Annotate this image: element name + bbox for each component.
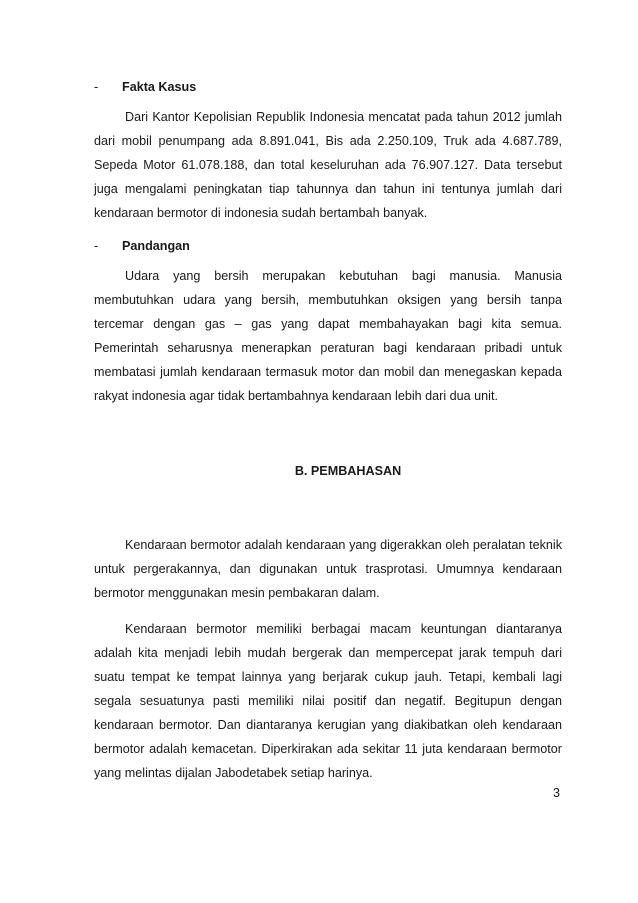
bullet-dash: -: [94, 80, 99, 94]
pembahasan-title: B. PEMBAHASAN: [294, 464, 402, 478]
page-number: 3: [552, 786, 560, 800]
fakta-kasus-title: Fakta Kasus: [122, 80, 197, 94]
fakta-kasus-heading: [94, 78, 562, 96]
pandangan-title: Pandangan: [122, 239, 190, 253]
pandangan-heading: [94, 237, 562, 255]
pembahasan-paragraph-1: Kendaraan bermotor adalah kendaraan yang digerakkan oleh peralatan teknik untuk pergerakannya, dan digunakan untuk trasprotasi. Umumnya kendaraan bermotor menggunakan mesin pembakaran dalam.: [94, 538, 562, 600]
bullet-dash: -: [94, 239, 99, 253]
pembahasan-paragraph-2: Kendaraan bermotor memiliki berbagai macam keuntungan diantaranya adalah kita menjadi lebih mudah bergerak dan mempercepat jarak tempuh dari suatu tempat ke tempat lainnya yang berjarak cukup jauh. Tetapi, kembali lagi segala sesuatunya pasti memiliki nilai positif dan negatif. Begitupun dengan kendaraan bermotor. Dan diantaranya kerugian yang diakibatkan oleh kendaraan bermotor adalah kemacetan. Diperkirakan ada sekitar 11 juta kendaraan bermotor yang melintas dijalan Jabodetabek setiap harinya.: [94, 622, 562, 780]
fakta-kasus-paragraph: Dari Kantor Kepolisian Republik Indonesia mencatat pada tahun 2012 jumlah dari mobil penumpang ada 8.891.041, Bis ada 2.250.109, Truk ada 4.687.789, Sepeda Motor 61.078.188, dan total keseluruhan ada 76.907.127. Data tersebut juga mengalami peningkatan tiap tahunnya dan tahun ini tentunya jumlah dari kendaraan bermotor di indonesia sudah bertambah banyak.: [94, 110, 562, 220]
pandangan-paragraph: Udara yang bersih merupakan kebutuhan bagi manusia. Manusia membutuhkan udara yang bersih, membutuhkan oksigen yang bersih tanpa tercemar dengan gas – gas yang dapat membahayakan bagi kita semua. Pemerintah seharusnya menerapkan peraturan bagi kendaraan pribadi untuk membatasi jumlah kendaraan termasuk motor dan mobil dan menegaskan kepada rakyat indonesia agar tidak bertambahnya kendaraan lebih dari dua unit.: [94, 269, 562, 403]
page-content: [94, 78, 562, 797]
